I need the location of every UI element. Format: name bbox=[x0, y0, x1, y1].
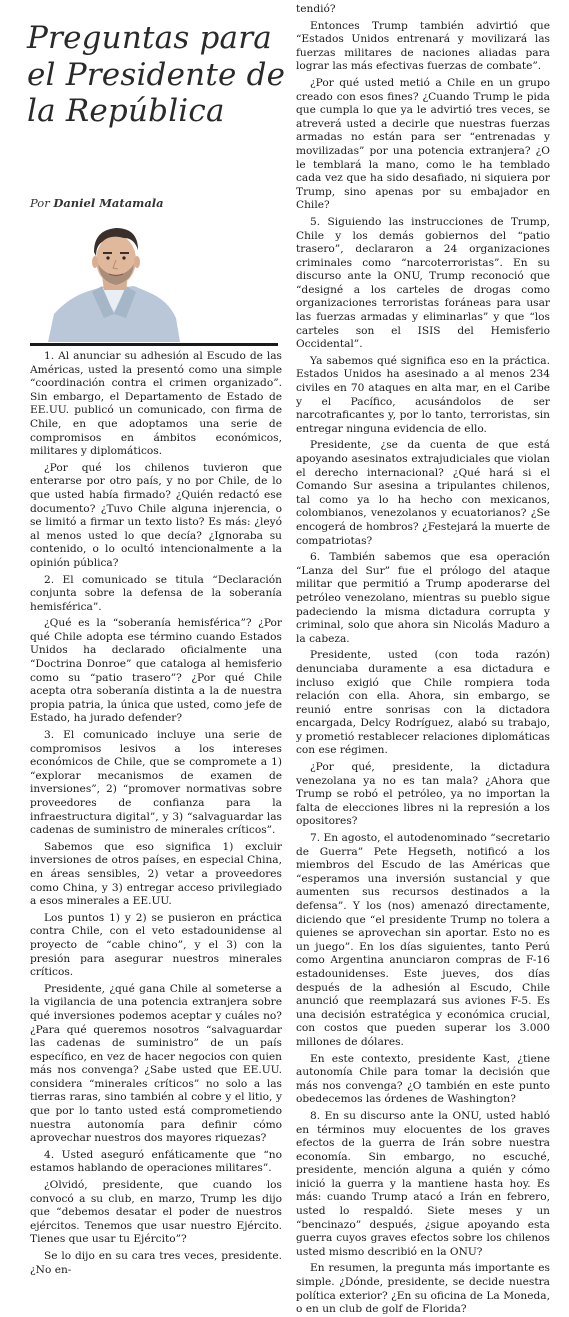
photo-divider-rule bbox=[30, 343, 278, 346]
paragraph: 7. En agosto, el autodenominado “secretario de Guerra” Pete Hegseth, notificó a los miembros del Escudo de las Américas que “esperamos una inversión sustancial y que aumenten sus recursos destinados a la defensa”. Y los (nos) amenazó directamente, diciendo que “el presidente Trump no tolera a quienes se aprovechan sin aportar. Esto no es un juego”. En los días siguientes, tanto Perú como Argentina anunciaron compras de F-16 estadounidenses. Este jueves, dos días después de la adhesión al Escudo, Chile anunció que reemplazará sus aviones F-5. Es una decisión estratégica y económica crucial, con costos que pueden superar los 3.000 millones de dólares. bbox=[296, 832, 550, 1048]
paragraph: Ya sabemos qué significa eso en la práctica. Estados Unidos ha asesinado a al menos 234 civiles en 70 ataques en alta mar, en el Caribe y el Pacífico, acusándolos de ser narcotraficantes y, por lo tanto, terroristas, sin entregar ninguna evidencia de ello. bbox=[296, 354, 550, 435]
paragraph: ¿Olvidó, presidente, que cuando los convocó a su club, en marzo, Trump les dijo que “debemos desatar el poder de nuestros ejércitos. Tenemos que usar nuestro Ejército. Tienes que usar tu Ejército”? bbox=[30, 1179, 282, 1246]
paragraph: ¿Por qué usted metió a Chile en un grupo creado con esos fines? ¿Cuando Trump le pida que cumpla lo que ya le advirtió tres veces, se atreverá usted a decirle que nuestras fuerzas armadas no están para ser “entrenadas y movilizadas” por una potencia extranjera? ¿O le temblará la mano, como le ha temblado cada vez que ha sido desafiado, ni siquiera por Trump, sino apenas por su embajador en Chile? bbox=[296, 76, 550, 212]
paragraph: En resumen, la pregunta más importante es simple. ¿Dónde, presidente, se decide nuestra política exterior? ¿En su oficina de La Moneda, o en un club de golf de Florida? bbox=[296, 1262, 550, 1316]
paragraph: Presidente, usted (con toda razón) denunciaba duramente a esa dictadura e incluso exigió que Chile rompiera toda relación con ella. Ahora, sin embargo, se reunió entre sonrisas con la dictadora encargada, Delcy Rodríguez, alabó su trabajo, y prometió restablecer relaciones diplomáticas con ese régimen. bbox=[296, 649, 550, 757]
paragraph: 6. También sabemos que esa operación “Lanza del Sur” fue el prólogo del ataque militar que permitió a Trump apoderarse del petróleo venezolano, mientras su pueblo sigue padeciendo la misma dictadura corrupta y criminal, solo que ahora sin Nicolás Maduro a la cabeza. bbox=[296, 551, 550, 645]
paragraph-continuation: tendió? bbox=[296, 3, 336, 15]
paragraph: En este contexto, presidente Kast, ¿tiene autonomía Chile para tomar la decisión que más nos convenga? ¿O también en este punto obedecemos las órdenes de Washington? bbox=[296, 1052, 550, 1106]
author-name: Daniel Matamala bbox=[53, 196, 164, 210]
article-title: Preguntas para el Presidente de la República bbox=[27, 20, 286, 129]
paragraph: Se lo dijo en su cara tres veces, presidente. ¿No en- bbox=[30, 1250, 282, 1276]
byline-prefix: Por bbox=[30, 196, 50, 210]
paragraph: Sabemos que eso significa 1) excluir inversiones de otros países, en especial China, en áreas sensibles, 2) vetar a proveedores como China, y 3) entregar acceso privilegiado a esos minerales a EE.UU. bbox=[30, 840, 282, 908]
paragraph: Presidente, ¿qué gana Chile al someterse a la vigilancia de una potencia extranjera sobre qué inversiones podemos aceptar y cuáles no? ¿Para qué queremos nosotros “salvaguardar las cadenas de suministro” de un país específico, en vez de hacer negocios con quien más nos convenga? ¿Sabe usted que EE.UU. considera “minerales críticos” no solo a las tierras raras, sino también al cobre y el litio, y que por lo tanto usted está comprometiendo nuestra autonomía para definir cómo aprovechar nuestros dos mayores riquezas? bbox=[30, 982, 282, 1145]
paragraph: Los puntos 1) y 2) se pusieron en práctica contra Chile, con el veto estadounidense al proyecto de “cable chino”, y el 3) con la presión para asegurar nuestros minerales críticos. bbox=[30, 911, 282, 979]
paragraph: 5. Siguiendo las instrucciones de Trump, Chile y los demás gobiernos del “patio trasero”, declararon a 24 organizaciones criminales como “narcoterroristas”. En su discurso ante la ONU, Trump reconoció que “designé a los carteles de drogas como organizaciones terroristas foráneas para usar las fuerzas armadas y eliminarlas” y que “los carteles son el ISIS del Hemisferio Occidental”. bbox=[296, 215, 550, 351]
paragraph: 1. Al anunciar su adhesión al Escudo de las Américas, usted la presentó como una simple “coordinación contra el crimen organizado”. Sin embargo, el Departamento de Estado de EE.UU. publicó un comunicado, con firma de Chile, en que adoptamos una serie de compromisos en ámbitos económicos, militares y diplomáticos. bbox=[30, 350, 282, 458]
article-column-left bbox=[30, 350, 282, 1276]
paragraph: ¿Qué es la “soberanía hemisférica”? ¿Por qué Chile adopta ese término cuando Estados Unidos ha declarado oficialmente una “Doctrina Donroe” que cataloga al hemisferio como su “patio trasero”? ¿Por qué Chile acepta otra soberanía distinta a la de nuestra propia patria, la única que usted, como jefe de Estado, ha jurado defender? bbox=[30, 617, 282, 725]
paragraph: Entonces Trump también advirtió que “Estados Unidos entrenará y movilizará las fuerzas militares de naciones aliadas para lograr las más efectivas fuerzas de combate”. bbox=[296, 19, 550, 73]
paragraph: 8. En su discurso ante la ONU, usted habló en términos muy elocuentes de los graves efectos de la guerra de Irán sobre nuestra economía. Sin embargo, no escuché, presidente, mención alguna a quién y cómo inició la guerra y la mantiene hasta hoy. Es más: cuando Trump atacó a Irán en febrero, usted lo respaldó. Siete meses y un “bencinazo” después, ¿sigue apoyando esta guerra cuyos graves efectos sobre los chilenos usted mismo describió en la ONU? bbox=[296, 1109, 550, 1258]
author-portrait-image bbox=[30, 222, 278, 342]
paragraph: ¿Por qué los chilenos tuvieron que enterarse por otro país, y no por Chile, de lo que usted había firmado? ¿Quién redactó ese documento? ¿Tuvo Chile alguna injerencia, o se limitó a firmar un texto listo? Es más: ¿leyó al menos usted lo que decía? ¿Ignoraba su contenido, o lo ocultó intencionalmente a la opinión pública? bbox=[30, 461, 282, 569]
paragraph: ¿Por qué, presidente, la dictadura venezolana ya no es tan mala? ¿Ahora que Trump se robó el petróleo, ya no importan la falta de elecciones libres ni la represión a los opositores? bbox=[296, 761, 550, 828]
paragraph: Presidente, ¿se da cuenta de que está apoyando asesinatos extrajudiciales que violan el derecho internacional? ¿Qué hará si el Comando Sur asesina a tripulantes chilenos, tal como ya lo ha hecho con mexicanos, colombianos, venezolanos y ecuatorianos? ¿Se encogerá de hombros? ¿Festejará la muerte de compatriotas? bbox=[296, 439, 550, 547]
article-column-right bbox=[296, 3, 550, 1316]
paragraph: 3. El comunicado incluye una serie de compromisos lesivos a los intereses económicos de Chile, que se compromete a 1) “explorar mecanismos de examen de inversiones”, 2) “promover normativas sobre proveedores de confianza para la infraestructura digital”, y 3) “salvaguardar las cadenas de suministro de minerales críticos”. bbox=[30, 729, 282, 837]
paragraph: 4. Usted aseguró enfáticamente que “no estamos hablando de operaciones militares”. bbox=[30, 1148, 282, 1175]
paragraph: 2. El comunicado se titula “Declaración conjunta sobre la defensa de la soberanía hemisférica”. bbox=[30, 573, 282, 613]
author-photo bbox=[30, 222, 278, 342]
byline bbox=[30, 196, 164, 210]
